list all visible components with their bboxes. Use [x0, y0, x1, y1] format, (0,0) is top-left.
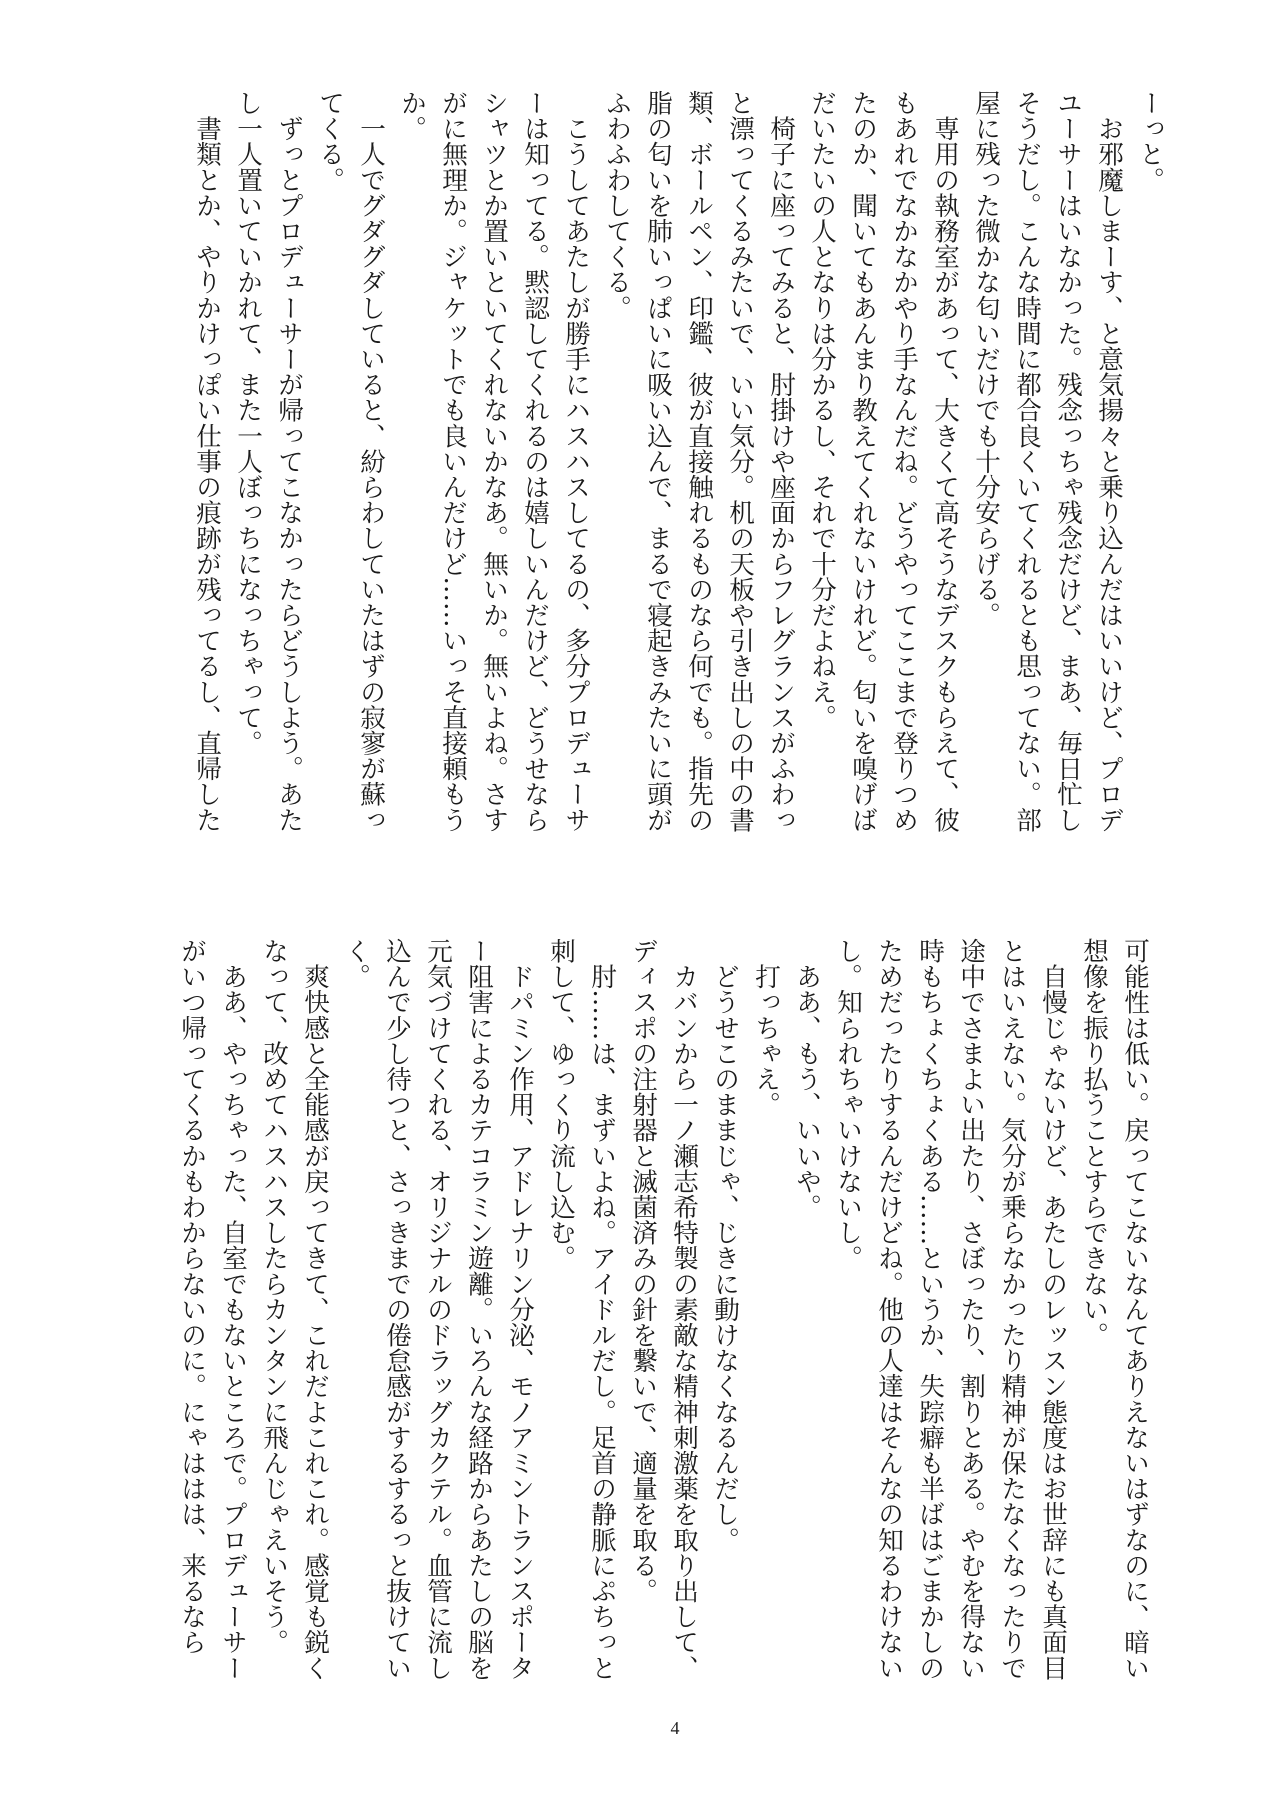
text-block-bottom [171, 938, 1155, 1698]
text-block-top [186, 90, 1170, 850]
text-column: ー阻害によるカテコラミン遊離。いろんな経路からあたしの脳を [464, 938, 494, 1681]
text-column: 自慢じゃないけど、あたしのレッスン態度はお世辞にも真面目 [1038, 938, 1068, 1681]
text-column: 専用の執務室があって、大きくて高そうなデスクもらえて、彼 [930, 90, 960, 833]
text-column: 脂の匂いを肺いっぱいに吸い込んで、まるで寝起きみたいに頭が [643, 90, 673, 833]
text-column: 元気づけてくれる、オリジナルのドラッグカクテル。血管に流し [423, 938, 453, 1681]
text-column: 可能性は低い。戻ってこないなんてありえないはずなのに、暗い [1120, 938, 1150, 1681]
page-number: 4 [670, 1718, 680, 1738]
text-column: ああ、もう、いいや。 [792, 938, 822, 1220]
text-column: 込んで少し待つと、さっきまでの倦怠感がするするっと抜けてい [382, 938, 412, 1681]
text-column: シャツとか置いといてくれないかなあ。無いか。無いよね。さす [479, 90, 509, 833]
text-column: がいつ帰ってくるかもわからないのに。にゃははは、来るなら [177, 938, 207, 1655]
text-column: 途中でさまよい出たり、さぼったり、割りとある。やむを得ない [956, 938, 986, 1681]
text-column: か。 [397, 90, 427, 142]
text-column: ーっと。 [1135, 90, 1165, 193]
text-column: く。 [341, 938, 371, 990]
text-column: そうだし。こんな時間に都合良くいてくれるとも思ってない。部 [1012, 90, 1042, 833]
text-column: もあれでなかなかやり手なんだね。どうやってここまで登りつめ [889, 90, 919, 833]
text-column: 打っちゃえ。 [751, 938, 781, 1118]
text-column: 屋に残った微かな匂いだけでも十分安らげる。 [971, 90, 1001, 628]
text-column: し一人置いていかれて、また一人ぼっちになっちゃって。 [233, 90, 263, 756]
text-column: 椅子に座ってみると、肘掛けや座面からフレグランスがふわっ [766, 90, 796, 833]
text-column: ずっとプロデューサーが帰ってこなかったらどうしよう。あた [274, 90, 304, 833]
text-column: と漂ってくるみたいで、いい気分。机の天板や引き出しの中の書 [725, 90, 755, 833]
text-column: なって、改めてハスハスしたらカンタンに飛んじゃえいそう。 [259, 938, 289, 1655]
text-column: だいたいの人となりは分かるし、それで十分だよねえ。 [807, 90, 837, 730]
text-column: お邪魔しまーす、と意気揚々と乗り込んだはいいけど、プロデ [1094, 90, 1124, 833]
text-column: ユーサーはいなかった。残念っちゃ残念だけど、まあ、毎日忙し [1053, 90, 1083, 833]
text-column: 想像を振り払うことすらできない。 [1079, 938, 1109, 1348]
text-column: ディスポの注射器と滅菌済みの針を繋いで、適量を取る。 [628, 938, 658, 1604]
text-column: どうせこのままじゃ、じきに動けなくなるんだし。 [710, 938, 740, 1553]
text-column: カバンから一ノ瀬志希特製の素敵な精神刺激薬を取り出して、 [669, 938, 699, 1681]
text-column: たのか、聞いてもあんまり教えてくれないけれど。匂いを嗅げば [848, 90, 878, 833]
text-column: 書類とか、やりかけっぽい仕事の痕跡が残ってるし、直帰した [192, 90, 222, 833]
text-column: し。知られちゃいけないし。 [833, 938, 863, 1271]
text-column: 類、ボールペン、印鑑、彼が直接触れるものなら何でも。指先の [684, 90, 714, 833]
text-column: ためだったりするんだけどね。他の人達はそんなの知るわけない [874, 938, 904, 1681]
text-column: 刺して、ゆっくり流し込む。 [546, 938, 576, 1271]
text-column: ドパミン作用、アドレナリン分泌、モノアミントランスポータ [505, 938, 535, 1681]
text-column: 時もちょくちょくある……というか、失踪癖も半ばはごまかしの [915, 938, 945, 1681]
text-column: 肘……は、まずいよね。アイドルだし。足首の静脈にぷちっと [587, 938, 617, 1681]
text-column: ーは知ってる。黙認してくれるのは嬉しいんだけど、どうせなら [520, 90, 550, 833]
text-column: ああ、やっちゃった、自室でもないところで。プロデューサー [218, 938, 248, 1681]
text-column: とはいえない。気分が乗らなかったり精神が保たなくなったりで [997, 938, 1027, 1681]
text-column: 一人でグダグダしていると、紛らわしていたはずの寂寥が蘇っ [356, 90, 386, 833]
text-column: がに無理か。ジャケットでも良いんだけど……いっそ直接頼もう [438, 90, 468, 833]
text-column: ふわふわしてくる。 [602, 90, 632, 321]
text-column: こうしてあたしが勝手にハスハスしてるの、多分プロデューサ [561, 90, 591, 833]
text-column: てくる。 [315, 90, 345, 193]
text-column: 爽快感と全能感が戻ってきて、これだよこれこれ。感覚も鋭く [300, 938, 330, 1681]
